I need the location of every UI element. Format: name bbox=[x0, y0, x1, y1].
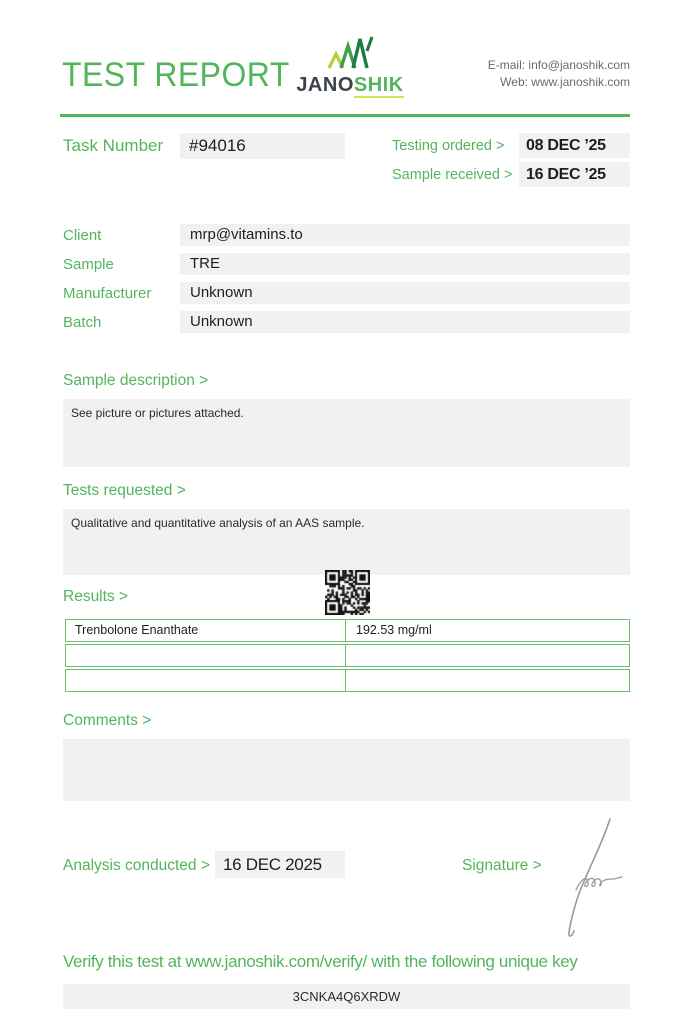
comments-box bbox=[63, 739, 630, 801]
brand-name-right: SHIK bbox=[353, 74, 404, 96]
sample-value: TRE bbox=[180, 253, 630, 275]
brand-name-left: JANO bbox=[296, 74, 354, 96]
task-number-label: Task Number bbox=[63, 136, 164, 155]
sample-received-label: Sample received > bbox=[392, 167, 513, 183]
manufacturer-label: Manufacturer bbox=[63, 285, 152, 302]
qr-code bbox=[325, 570, 370, 615]
result-value bbox=[346, 645, 629, 666]
page-title: TEST REPORT bbox=[62, 56, 290, 94]
signature-image bbox=[548, 816, 638, 941]
tests-requested-heading: Tests requested > bbox=[63, 482, 186, 499]
brand-name bbox=[295, 74, 405, 97]
batch-label: Batch bbox=[63, 314, 102, 331]
testing-ordered-value: 08 DEC ’25 bbox=[519, 133, 630, 158]
client-value: mrp@vitamins.to bbox=[180, 224, 630, 246]
sample-label: Sample bbox=[63, 256, 114, 273]
contact-email: E-mail: info@janoshik.com bbox=[487, 58, 630, 72]
result-substance: Trenbolone Enanthate bbox=[66, 620, 346, 641]
header-divider bbox=[60, 114, 630, 117]
result-substance bbox=[66, 670, 346, 691]
table-row bbox=[65, 619, 630, 642]
result-substance bbox=[66, 645, 346, 666]
testing-ordered-label: Testing ordered > bbox=[392, 138, 505, 154]
signature-label: Signature > bbox=[462, 857, 542, 874]
analysis-date-value: 16 DEC 2025 bbox=[215, 851, 345, 878]
comments-heading: Comments > bbox=[63, 712, 152, 729]
batch-value: Unknown bbox=[180, 311, 630, 333]
contact-block bbox=[488, 57, 630, 91]
manufacturer-value: Unknown bbox=[180, 282, 630, 304]
table-row bbox=[65, 644, 630, 667]
client-label: Client bbox=[63, 227, 102, 244]
sample-description-heading: Sample description > bbox=[63, 372, 209, 389]
task-number-value: #94016 bbox=[180, 133, 345, 159]
result-value: 192.53 mg/ml bbox=[356, 623, 432, 637]
result-value bbox=[346, 670, 629, 691]
results-table bbox=[65, 619, 630, 694]
results-heading: Results > bbox=[63, 588, 129, 605]
tests-requested-box: Qualitative and quantitative analysis of an AAS sample. bbox=[63, 509, 630, 575]
unique-key-value: 3CNKA4Q6XRDW bbox=[63, 984, 630, 1009]
brand-logo bbox=[295, 34, 405, 97]
contact-web: Web: www.janoshik.com bbox=[500, 75, 630, 89]
sample-received-value: 16 DEC ’25 bbox=[519, 162, 630, 187]
verify-instruction: Verify this test at www.janoshik.com/verify/ with the following unique key bbox=[63, 952, 578, 971]
bar-chart-logo-icon bbox=[326, 34, 374, 72]
table-row bbox=[65, 669, 630, 692]
sample-description-box: See picture or pictures attached. bbox=[63, 399, 630, 467]
analysis-conducted-label: Analysis conducted > bbox=[63, 857, 210, 874]
